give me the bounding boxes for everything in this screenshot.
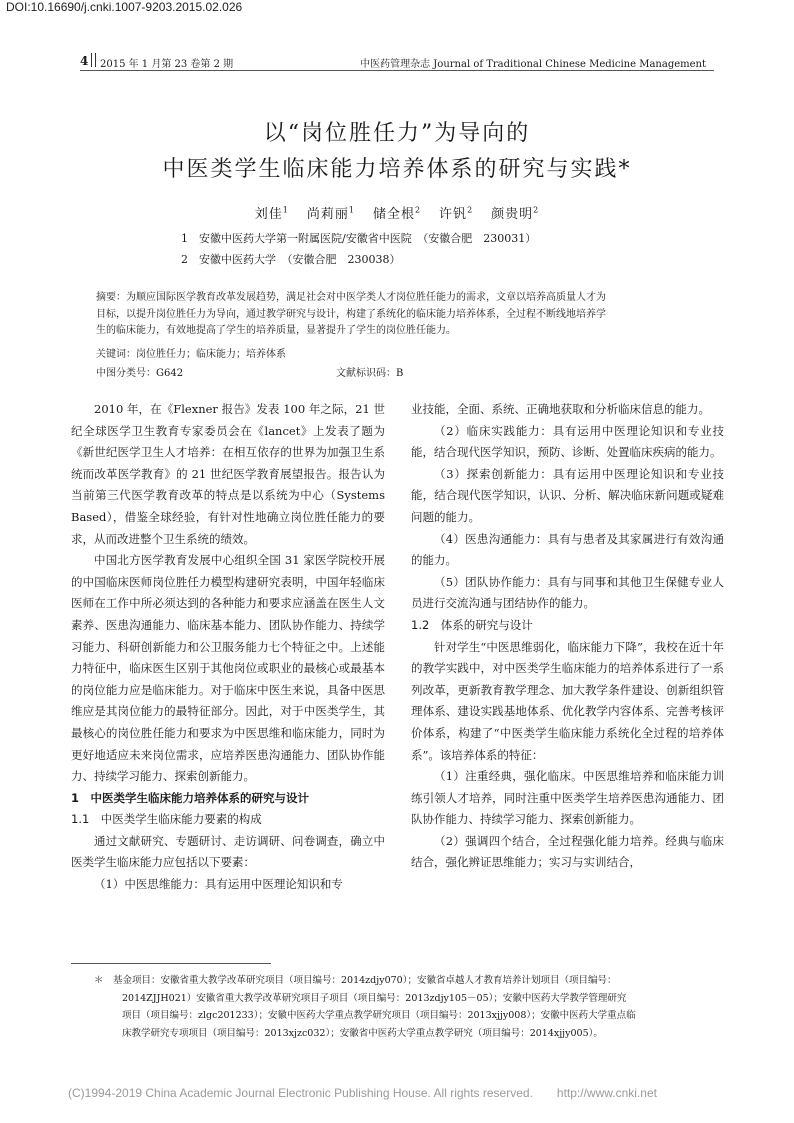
running-header <box>80 52 714 71</box>
document-code: 文献标识码：B <box>336 368 404 379</box>
abstract-line: 生的临床能力，有效地提高了学生的培养质量，显著提升了学生的岗位胜任能力。 <box>96 325 456 336</box>
subsection-heading: 1.2 体系的研究与设计 <box>411 617 533 632</box>
author <box>439 207 473 222</box>
body-paragraph: （3）探索创新能力：具有运用中医理论知识和专业技能，结合现代医学知识，认识、分析、解决临床新问题或疑难问题的能力。 <box>411 466 724 524</box>
footnote-rule <box>71 963 271 964</box>
article-title-line-2: 中医类学生临床能力培养体系的研究与实践* <box>162 157 632 182</box>
header-divider <box>91 53 96 67</box>
clc-number: 中图分类号：G642 <box>96 368 184 379</box>
author-list <box>0 203 794 222</box>
abstract-line: 摘要：为顺应国际医学教育改革发展趋势，满足社会对中医学类人才岗位胜任能力的需求，文章以培养高质量人才为 <box>96 292 606 303</box>
classification-row <box>96 364 708 379</box>
body-column-left <box>71 399 385 896</box>
author-affiliation-mark: 2 <box>467 205 474 215</box>
body-paragraph: （5）团队协作能力：具有与同事和其他卫生保健专业人员进行交流沟通与团结协作的能力。 <box>411 574 724 611</box>
body-paragraph: （2）临床实践能力：具有运用中医理论知识和专业技能，结合现代医学知识，预防、诊断、处置临床疾病的能力。 <box>411 423 724 460</box>
page-number: 4 <box>80 54 89 68</box>
copyright-notice: (C)1994-2019 China Academic Journal Electronic Publishing House. All rights reserved. http://www.cnki.net <box>68 1086 657 1100</box>
author <box>307 207 355 222</box>
affiliation-1: 1 安徽中医药大学第一附属医院/安徽省中医院 （安徽合肥 230031） <box>181 232 537 245</box>
article-title-line-1: 以“岗位胜任力”为导向的 <box>263 121 531 146</box>
body-paragraph: （1）中医思维能力：具有运用中医理论知识和专 <box>94 877 343 892</box>
body-paragraph: （4）医患沟通能力：具有与患者及其家属进行有效沟通的能力。 <box>411 531 724 568</box>
body-paragraph: （1）注重经典，强化临床。中医思维培养和临床能力训练引领人才培养，同时注重中医类学生培养医患沟通能力、团队协作能力、持续学习能力、探索创新能力。 <box>411 769 724 827</box>
author-affiliation-mark: 1 <box>348 205 355 215</box>
subsection-heading: 1.1 中医类学生临床能力要素的构成 <box>71 812 262 827</box>
footnote-line: 床教学研究专项项目（项目编号：2013xjzc032）；安徽省中医药大学重点教学研究（项目编号：2014xjjy005）。 <box>122 1027 603 1039</box>
author-name: 尚莉丽 <box>306 207 349 222</box>
author <box>373 207 421 222</box>
body-paragraph-continued: 业技能，全面、系统、正确地获取和分析临床信息的能力。 <box>411 402 710 416</box>
footnote-line: 2014ZJJH021）安徽省重大教学改革研究项目子项目（项目编号：2013zdjy105－05）；安徽中医药大学教学管理研究 <box>122 992 627 1004</box>
author-name: 刘佳 <box>254 207 283 222</box>
doi-line: DOI:10.16690/j.cnki.1007-9203.2015.02.026 <box>6 0 243 14</box>
body-paragraph: 针对学生“中医思维弱化，临床能力下降”，我校在近十年的教学实践中，对中医类学生临床能力的培养体系进行了一系列改革，更新教育教学理念、加大教学条件建设、创新组织管理体系、建设实践基地体系、优化教学内容体系、完善考核评价体系，构建了“中医类学生临床能力系统化全过程的培养体系”。该培养体系的特征： <box>411 639 724 762</box>
body-paragraph: （2）强调四个结合，全过程强化能力培养。经典与临床结合，强化辨证思维能力；实习与实训结合， <box>411 833 724 870</box>
author-name: 储全根 <box>372 207 415 222</box>
abstract-line: 目标，以提升岗位胜任力为导向，通过教学研究与设计，构建了系统化的临床能力培养体系，全过程不断线地培养学 <box>96 308 606 320</box>
body-column-right <box>411 399 724 874</box>
abstract <box>96 290 708 340</box>
body-paragraph: 中国北方医学教育发展中心组织全国 31 家医学院校开展的中国临床医师岗位胜任力模型构建研究表明，中国年轻临床医师在工作中所必须达到的各种能力和要求应涵盖在医生人文素养、医患沟通能力、临床基本能力、团队协作能力、持续学习能力、科研创新能力和公卫服务能力七个特征之中。上述能力特征中，临床医生区别于其他岗位或职业的最核心或最基本的岗位能力应是临床能力。对于临床中医生来说，具备中医思维应是其岗位能力的最特征部分。因此，对于中医类学生，其最核心的岗位胜任能力和要求为中医思维和临床能力，同时为更好地适应未来岗位需求，应培养医患沟通能力、团队协作能力、持续学习能力、探索创新能力。 <box>71 553 385 784</box>
journal-name: 中医药管理杂志 Journal of Traditional Chinese Medicine Management <box>360 59 706 70</box>
author-affiliation-mark: 2 <box>533 205 540 215</box>
author-affiliation-mark: 1 <box>282 205 289 215</box>
body-paragraph: 通过文献研究、专题研讨、走访调研、问卷调查，确立中医类学生临床能力应包括以下要素： <box>71 833 385 870</box>
author-name: 颜贵明 <box>491 207 534 222</box>
author-name: 许钒 <box>439 207 468 222</box>
author <box>255 207 289 222</box>
author <box>491 207 539 222</box>
footnote-line: ＊ 基金项目：安徽省重大教学改革研究项目（项目编号：2014zdjy070）；安徽省卓越人才教育培养计划项目（项目编号： <box>94 975 617 986</box>
author-affiliation-mark: 2 <box>414 205 422 215</box>
section-heading: 1 中医类学生临床能力培养体系的研究与设计 <box>71 790 309 805</box>
affiliation-2: 2 安徽中医药大学 （安徽合肥 230038） <box>181 253 401 266</box>
funding-footnote <box>94 972 724 1042</box>
keywords: 关键词：岗位胜任力；临床能力；培养体系 <box>96 349 286 360</box>
issue-info: 2015 年 1 月第 23 卷第 2 期 <box>100 59 234 70</box>
footnote-line: 项目（项目编号：zlgc201233）；安徽中医药大学重点教学研究项目（项目编号：2013xjjy008）；安徽中医药大学重点临 <box>122 1010 636 1021</box>
body-paragraph: 2010 年，在《Flexner 报告》发表 100 年之际，21 世纪全球医学卫生教育专家委员会在《lancet》上发表了题为《新世纪医学卫生人才培养：在相互依存的世界为加强卫生系统而改革医学教育》的 21 世纪医学教育展望报告。报告认为当前第三代医学教育改革的特点是以系统为中心（Systems Based），借鉴全球经验，有针对性地确立岗位胜任能力的要求，从而改进整个卫生系统的绩效。 <box>71 402 385 546</box>
